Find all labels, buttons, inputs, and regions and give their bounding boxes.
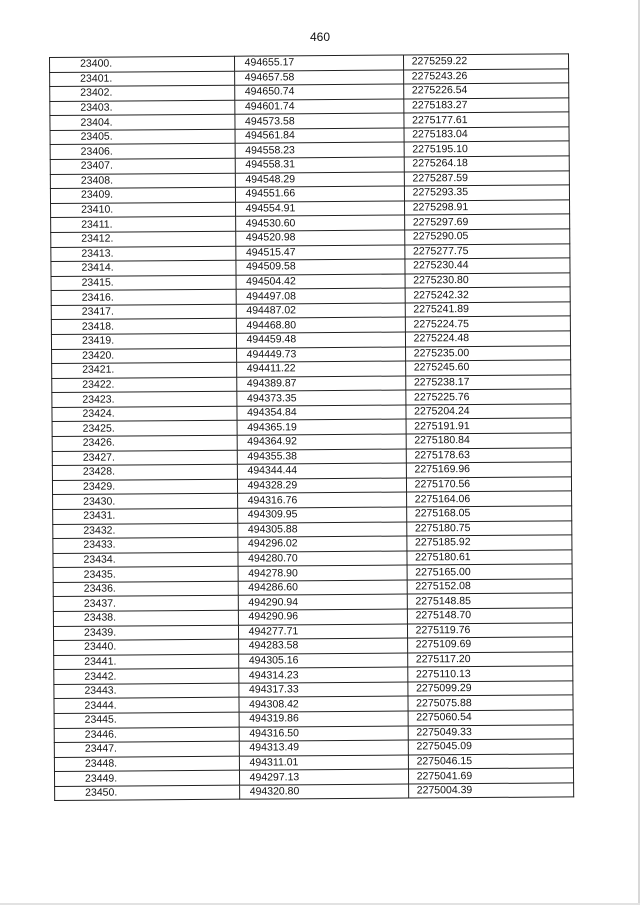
x-coordinate-cell: 494520.98 — [235, 230, 404, 246]
point-id-cell: 23426. — [52, 435, 237, 451]
y-coordinate-cell: 2275165.00 — [407, 564, 572, 580]
y-coordinate-cell: 2275178.63 — [406, 447, 571, 463]
y-coordinate-cell: 2275226.54 — [403, 83, 568, 99]
point-id-cell: 23428. — [52, 464, 237, 480]
y-coordinate-cell: 2275004.39 — [408, 783, 573, 799]
point-id-cell: 23403. — [50, 100, 235, 116]
y-coordinate-cell: 2275225.76 — [405, 389, 570, 405]
y-coordinate-cell: 2275243.26 — [403, 68, 568, 84]
point-id-cell: 23410. — [51, 202, 236, 218]
y-coordinate-cell: 2275180.75 — [406, 520, 571, 536]
y-coordinate-cell: 2275191.91 — [406, 418, 571, 434]
point-id-cell: 23407. — [50, 158, 235, 174]
y-coordinate-cell: 2275148.85 — [407, 593, 572, 609]
y-coordinate-cell: 2275298.91 — [404, 200, 569, 216]
y-coordinate-cell: 2275164.06 — [406, 491, 571, 507]
point-id-cell: 23436. — [53, 581, 238, 597]
point-id-cell: 23445. — [54, 712, 239, 728]
y-coordinate-cell: 2275170.56 — [406, 477, 571, 493]
x-coordinate-cell: 494554.91 — [235, 201, 404, 217]
y-coordinate-cell: 2275169.96 — [406, 462, 571, 478]
x-coordinate-cell: 494309.95 — [237, 507, 406, 523]
point-id-cell: 23405. — [50, 129, 235, 145]
x-coordinate-cell: 494515.47 — [235, 245, 404, 261]
page-number: 460 — [309, 30, 331, 44]
x-coordinate-cell: 494487.02 — [236, 303, 405, 319]
y-coordinate-cell: 2275245.60 — [405, 360, 570, 376]
point-id-cell: 23423. — [52, 391, 237, 407]
point-id-cell: 23447. — [54, 741, 239, 757]
point-id-cell: 23448. — [54, 756, 239, 772]
x-coordinate-cell: 494459.48 — [236, 332, 405, 348]
point-id-cell: 23429. — [52, 479, 237, 495]
x-coordinate-cell: 494497.08 — [236, 288, 405, 304]
x-coordinate-cell: 494364.92 — [237, 434, 406, 450]
point-id-cell: 23438. — [53, 610, 238, 626]
point-id-cell: 23431. — [53, 508, 238, 524]
x-coordinate-cell: 494278.90 — [238, 565, 407, 581]
point-id-cell: 23432. — [53, 523, 238, 539]
x-coordinate-cell: 494290.94 — [238, 594, 407, 610]
x-coordinate-cell: 494509.58 — [236, 259, 405, 275]
point-id-cell: 23402. — [50, 85, 235, 101]
y-coordinate-cell: 2275259.22 — [403, 54, 568, 70]
x-coordinate-cell: 494573.58 — [234, 113, 403, 129]
y-coordinate-cell: 2275264.18 — [404, 156, 569, 172]
y-coordinate-cell: 2275045.09 — [408, 739, 573, 755]
y-coordinate-cell: 2275060.54 — [408, 710, 573, 726]
x-coordinate-cell: 494314.23 — [238, 667, 407, 683]
point-id-cell: 23450. — [55, 785, 240, 801]
coordinates-table — [49, 53, 574, 801]
point-id-cell: 23400. — [50, 56, 235, 72]
y-coordinate-cell: 2275177.61 — [404, 112, 569, 128]
point-id-cell: 23434. — [53, 552, 238, 568]
point-id-cell: 23439. — [53, 625, 238, 641]
point-id-cell: 23406. — [50, 144, 235, 160]
x-coordinate-cell: 494320.80 — [239, 784, 408, 800]
y-coordinate-cell: 2275235.00 — [405, 345, 570, 361]
y-coordinate-cell: 2275180.84 — [406, 433, 571, 449]
y-coordinate-cell: 2275168.05 — [406, 506, 571, 522]
point-id-cell: 23416. — [51, 289, 236, 305]
x-coordinate-cell: 494551.66 — [235, 186, 404, 202]
point-id-cell: 23414. — [51, 260, 236, 276]
y-coordinate-cell: 2275195.10 — [404, 141, 569, 157]
y-coordinate-cell: 2275109.69 — [407, 637, 572, 653]
point-id-cell: 23412. — [51, 231, 236, 247]
point-id-cell: 23409. — [50, 187, 235, 203]
point-id-cell: 23413. — [51, 246, 236, 262]
y-coordinate-cell: 2275293.35 — [404, 185, 569, 201]
y-coordinate-cell: 2275119.76 — [407, 622, 572, 638]
point-id-cell: 23422. — [52, 377, 237, 393]
x-coordinate-cell: 494290.96 — [238, 609, 407, 625]
table-row — [55, 783, 574, 801]
point-id-cell: 23443. — [54, 683, 239, 699]
x-coordinate-cell: 494316.76 — [237, 492, 406, 508]
y-coordinate-cell: 2275152.08 — [407, 579, 572, 595]
point-id-cell: 23441. — [54, 654, 239, 670]
x-coordinate-cell: 494316.50 — [239, 726, 408, 742]
point-id-cell: 23408. — [50, 173, 235, 189]
x-coordinate-cell: 494365.19 — [237, 419, 406, 435]
point-id-cell: 23435. — [53, 566, 238, 582]
y-coordinate-cell: 2275224.75 — [405, 316, 570, 332]
point-id-cell: 23419. — [51, 333, 236, 349]
y-coordinate-cell: 2275148.70 — [407, 608, 572, 624]
y-coordinate-cell: 2275046.15 — [408, 754, 573, 770]
y-coordinate-cell: 2275230.44 — [405, 258, 570, 274]
x-coordinate-cell: 494296.02 — [237, 536, 406, 552]
x-coordinate-cell: 494319.86 — [239, 711, 408, 727]
x-coordinate-cell: 494373.35 — [236, 390, 405, 406]
y-coordinate-cell: 2275242.32 — [405, 287, 570, 303]
point-id-cell: 23440. — [54, 639, 239, 655]
y-coordinate-cell: 2275099.29 — [408, 681, 573, 697]
y-coordinate-cell: 2275183.27 — [403, 98, 568, 114]
x-coordinate-cell: 494389.87 — [236, 376, 405, 392]
point-id-cell: 23437. — [53, 596, 238, 612]
y-coordinate-cell: 2275287.59 — [404, 170, 569, 186]
y-coordinate-cell: 2275230.80 — [405, 273, 570, 289]
y-coordinate-cell: 2275204.24 — [406, 404, 571, 420]
point-id-cell: 23415. — [51, 275, 236, 291]
x-coordinate-cell: 494355.38 — [237, 449, 406, 465]
x-coordinate-cell: 494311.01 — [239, 755, 408, 771]
point-id-cell: 23449. — [54, 771, 239, 787]
y-coordinate-cell: 2275183.04 — [404, 127, 569, 143]
x-coordinate-cell: 494561.84 — [235, 128, 404, 144]
point-id-cell: 23444. — [54, 698, 239, 714]
point-id-cell: 23446. — [54, 727, 239, 743]
x-coordinate-cell: 494504.42 — [236, 274, 405, 290]
point-id-cell: 23417. — [51, 304, 236, 320]
y-coordinate-cell: 2275075.88 — [408, 695, 573, 711]
point-id-cell: 23418. — [51, 319, 236, 335]
x-coordinate-cell: 494313.49 — [239, 740, 408, 756]
y-coordinate-cell: 2275238.17 — [405, 375, 570, 391]
point-id-cell: 23427. — [52, 450, 237, 466]
point-id-cell: 23421. — [52, 362, 237, 378]
point-id-cell: 23411. — [51, 217, 236, 233]
y-coordinate-cell: 2275049.33 — [408, 724, 573, 740]
point-id-cell: 23404. — [50, 115, 235, 131]
y-coordinate-cell: 2275185.92 — [406, 535, 571, 551]
x-coordinate-cell: 494655.17 — [234, 55, 403, 71]
y-coordinate-cell: 2275180.61 — [407, 550, 572, 566]
x-coordinate-cell: 494305.88 — [237, 522, 406, 538]
x-coordinate-cell: 494277.71 — [238, 624, 407, 640]
x-coordinate-cell: 494280.70 — [238, 551, 407, 567]
y-coordinate-cell: 2275224.48 — [405, 331, 570, 347]
x-coordinate-cell: 494305.16 — [238, 653, 407, 669]
y-coordinate-cell: 2275117.20 — [407, 652, 572, 668]
x-coordinate-cell: 494530.60 — [235, 215, 404, 231]
x-coordinate-cell: 494308.42 — [239, 696, 408, 712]
x-coordinate-cell: 494328.29 — [237, 478, 406, 494]
y-coordinate-cell: 2275277.75 — [404, 243, 569, 259]
y-coordinate-cell: 2275110.13 — [407, 666, 572, 682]
x-coordinate-cell: 494317.33 — [238, 682, 407, 698]
x-coordinate-cell: 494283.58 — [238, 638, 407, 654]
point-id-cell: 23420. — [52, 348, 237, 364]
x-coordinate-cell: 494601.74 — [234, 99, 403, 115]
y-coordinate-cell: 2275297.69 — [404, 214, 569, 230]
y-coordinate-cell: 2275041.69 — [408, 768, 573, 784]
x-coordinate-cell: 494286.60 — [238, 580, 407, 596]
x-coordinate-cell: 494657.58 — [234, 70, 403, 86]
x-coordinate-cell: 494548.29 — [235, 172, 404, 188]
x-coordinate-cell: 494558.31 — [235, 157, 404, 173]
point-id-cell: 23401. — [50, 71, 235, 87]
x-coordinate-cell: 494468.80 — [236, 317, 405, 333]
x-coordinate-cell: 494354.84 — [237, 405, 406, 421]
point-id-cell: 23424. — [52, 406, 237, 422]
point-id-cell: 23430. — [53, 494, 238, 510]
x-coordinate-cell: 494650.74 — [234, 84, 403, 100]
x-coordinate-cell: 494558.23 — [235, 142, 404, 158]
point-id-cell: 23425. — [52, 421, 237, 437]
x-coordinate-cell: 494411.22 — [236, 361, 405, 377]
y-coordinate-cell: 2275290.05 — [404, 229, 569, 245]
point-id-cell: 23442. — [54, 668, 239, 684]
coordinates-table-body — [50, 54, 574, 801]
x-coordinate-cell: 494297.13 — [239, 769, 408, 785]
point-id-cell: 23433. — [53, 537, 238, 553]
x-coordinate-cell: 494449.73 — [236, 347, 405, 363]
x-coordinate-cell: 494344.44 — [237, 463, 406, 479]
y-coordinate-cell: 2275241.89 — [405, 302, 570, 318]
